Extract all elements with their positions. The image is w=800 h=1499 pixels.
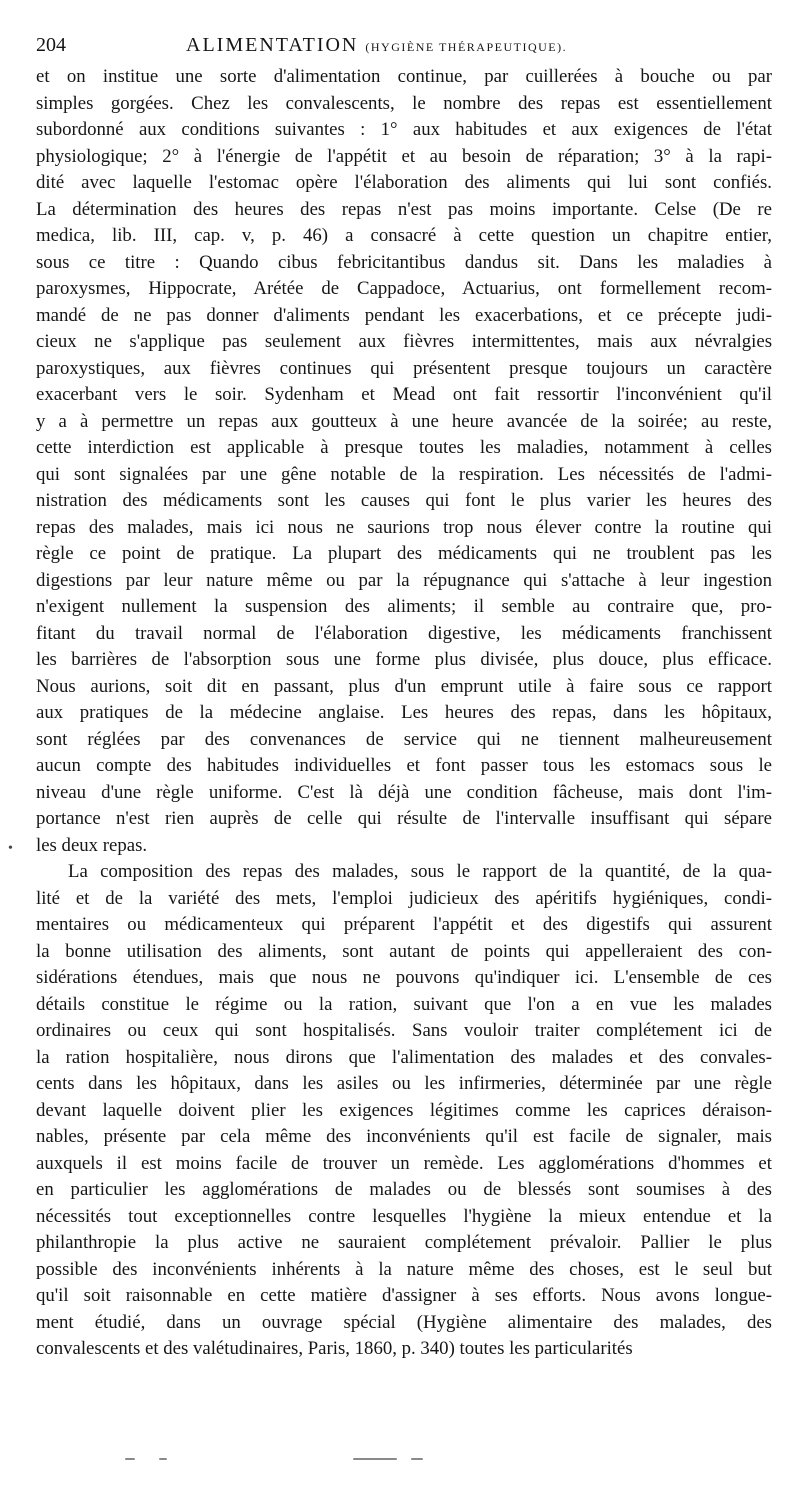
text-line: en particulier les agglomérations de malades ou de blessés sont soumises à des xyxy=(36,1179,772,1200)
text-line: ment étudié, dans un ouvrage spécial (Hygiène alimentaire des malades, des xyxy=(36,1311,772,1333)
text-line: physiologique; 2° à l'énergie de l'appétit et au besoin de réparation; 3° à la rapi- xyxy=(36,145,772,167)
text-line: nables, présente par cela même des inconvénients qu'il est facile de signaler, mais xyxy=(36,1126,772,1147)
text-line: fitant du travail normal de l'élaboration digestive, les médicaments franchissent xyxy=(36,622,772,644)
text-line: lité et de la variété des mets, l'emploi judicieux des apéritifs hygiéniques, condi- xyxy=(36,887,772,909)
text-line: paroxystiques, aux fièvres continues qui présentent presque toujours un caractère xyxy=(36,357,772,379)
page-number: 204 xyxy=(36,34,66,56)
text-line: portance n'est rien auprès de celle qui résulte de l'intervalle insuffisant qui sépare xyxy=(36,808,772,829)
running-title-subtitle: (HYGIÈNE THÉRAPEUTIQUE). xyxy=(365,40,568,54)
text-line: la ration hospitalière, nous dirons que l'alimentation des malades et des convales- xyxy=(36,1046,772,1068)
text-line: subordonné aux conditions suivantes : 1° aux habitudes et aux exigences de l'état xyxy=(36,119,772,140)
text-line: aucun compte des habitudes individuelles et font passer tous les estomacs sous le xyxy=(36,755,772,776)
paragraph xyxy=(36,859,772,1363)
text-line: ordinaires ou ceux qui sont hospitalisés. Sans vouloir traiter complétement ici de xyxy=(36,1020,772,1041)
text-line: détails constitue le régime ou la ration, suivant que l'on a en vue les malades xyxy=(36,993,772,1015)
paragraph xyxy=(36,64,772,859)
text-line: digestions par leur nature même ou par la répugnance qui s'attache à leur ingestion xyxy=(36,569,772,591)
text-line: qui sont signalées par une gêne notable de la respiration. Les nécessités de l'admi- xyxy=(36,463,772,485)
text-line: exacerbant vers le soir. Sydenham et Mead ont fait ressortir l'inconvénient qu'il xyxy=(36,384,772,405)
text-line: cents dans les hôpitaux, dans les asiles ou les infirmeries, déterminée par une règle xyxy=(36,1073,772,1094)
text-line: devant laquelle doivent plier les exigences légitimes comme les caprices déraison- xyxy=(36,1099,772,1121)
text-line: paroxysmes, Hippocrate, Arétée de Cappadoce, Actuarius, ont formellement recom- xyxy=(36,278,772,299)
text-line: mandé de ne pas donner d'aliments pendant les exacerbations, et ce précepte judi- xyxy=(36,304,772,326)
body-text xyxy=(36,64,772,1363)
text-line: nécessités tout exceptionnelles contre lesquelles l'hygiène la mieux entendue et la xyxy=(36,1205,772,1227)
text-line: cieux ne s'applique pas seulement aux fièvres intermittentes, mais aux névralgies xyxy=(36,331,772,352)
text-line: les deux repas. xyxy=(36,834,148,856)
running-title xyxy=(186,34,567,57)
text-line: n'exigent nullement la suspension des aliments; il semble au contraire que, pro- xyxy=(36,596,772,617)
text-line: aux pratiques de la médecine anglaise. Les heures des repas, dans les hôpitaux, xyxy=(36,702,772,723)
text-line: convalescents et des valétudinaires, Paris, 1860, p. 340) toutes les particularités xyxy=(36,1338,633,1359)
bleed-through-marks xyxy=(125,1452,425,1466)
text-line: simples gorgées. Chez les convalescents, le nombre des repas est essentiellement xyxy=(36,92,772,114)
running-header xyxy=(36,34,768,60)
text-line: medica, lib. III, cap. v, p. 46) a consacré à cette question un chapitre entier, xyxy=(36,225,772,246)
text-line: cette interdiction est applicable à presque toutes les maladies, notamment à celles xyxy=(36,437,772,458)
text-line: Nous aurions, soit dit en passant, plus d'un emprunt utile à faire sous ce rapport xyxy=(36,675,772,697)
text-line: possible des inconvénients inhérents à la nature même des choses, est le seul but xyxy=(36,1258,772,1280)
text-line: auxquels il est moins facile de trouver un remède. Les agglomérations d'hommes et xyxy=(36,1152,772,1174)
text-line: les barrières de l'absorption sous une forme plus divisée, plus douce, plus efficace. xyxy=(36,649,772,670)
text-line: y a à permettre un repas aux goutteux à une heure avancée de la soirée; au reste, xyxy=(36,410,772,432)
margin-dot: • xyxy=(8,841,13,856)
text-line: règle ce point de pratique. La plupart des médicaments qui ne troublent pas les xyxy=(36,543,772,564)
text-line: sidérations étendues, mais que nous ne pouvons qu'indiquer ici. L'ensemble de ces xyxy=(36,967,772,988)
running-title-main: ALIMENTATION xyxy=(186,34,359,56)
text-line: La composition des repas des malades, sous le rapport de la quantité, de la qua- xyxy=(68,861,772,882)
text-line: repas des malades, mais ici nous ne saurions trop nous élever contre la routine qui xyxy=(36,516,772,538)
text-line: qu'il soit raisonnable en cette matière d'assigner à ses efforts. Nous avons longue- xyxy=(36,1285,772,1306)
text-line: mentaires ou médicamenteux qui préparent l'appétit et des digestifs qui assurent xyxy=(36,914,772,935)
text-line: et on institue une sorte d'alimentation continue, par cuillerées à bouche ou par xyxy=(36,66,772,87)
text-line: dité avec laquelle l'estomac opère l'élaboration des aliments qui lui sont confiés. xyxy=(36,172,772,193)
text-line: la bonne utilisation des aliments, sont autant de points qui appelleraient des con- xyxy=(36,940,772,962)
text-line: niveau d'une règle uniforme. C'est là déjà une condition fâcheuse, mais dont l'im- xyxy=(36,781,772,803)
text-line: La détermination des heures des repas n'est pas moins importante. Celse (De re xyxy=(36,198,772,220)
text-line: sous ce titre : Quando cibus febricitantibus dandus sit. Dans les maladies à xyxy=(36,251,772,273)
text-line: nistration des médicaments sont les causes qui font le plus varier les heures des xyxy=(36,490,772,511)
text-line: philanthropie la plus active ne sauraient complétement prévaloir. Pallier le plus xyxy=(36,1232,772,1253)
text-line: sont réglées par des convenances de service qui ne tiennent malheureusement xyxy=(36,728,772,750)
